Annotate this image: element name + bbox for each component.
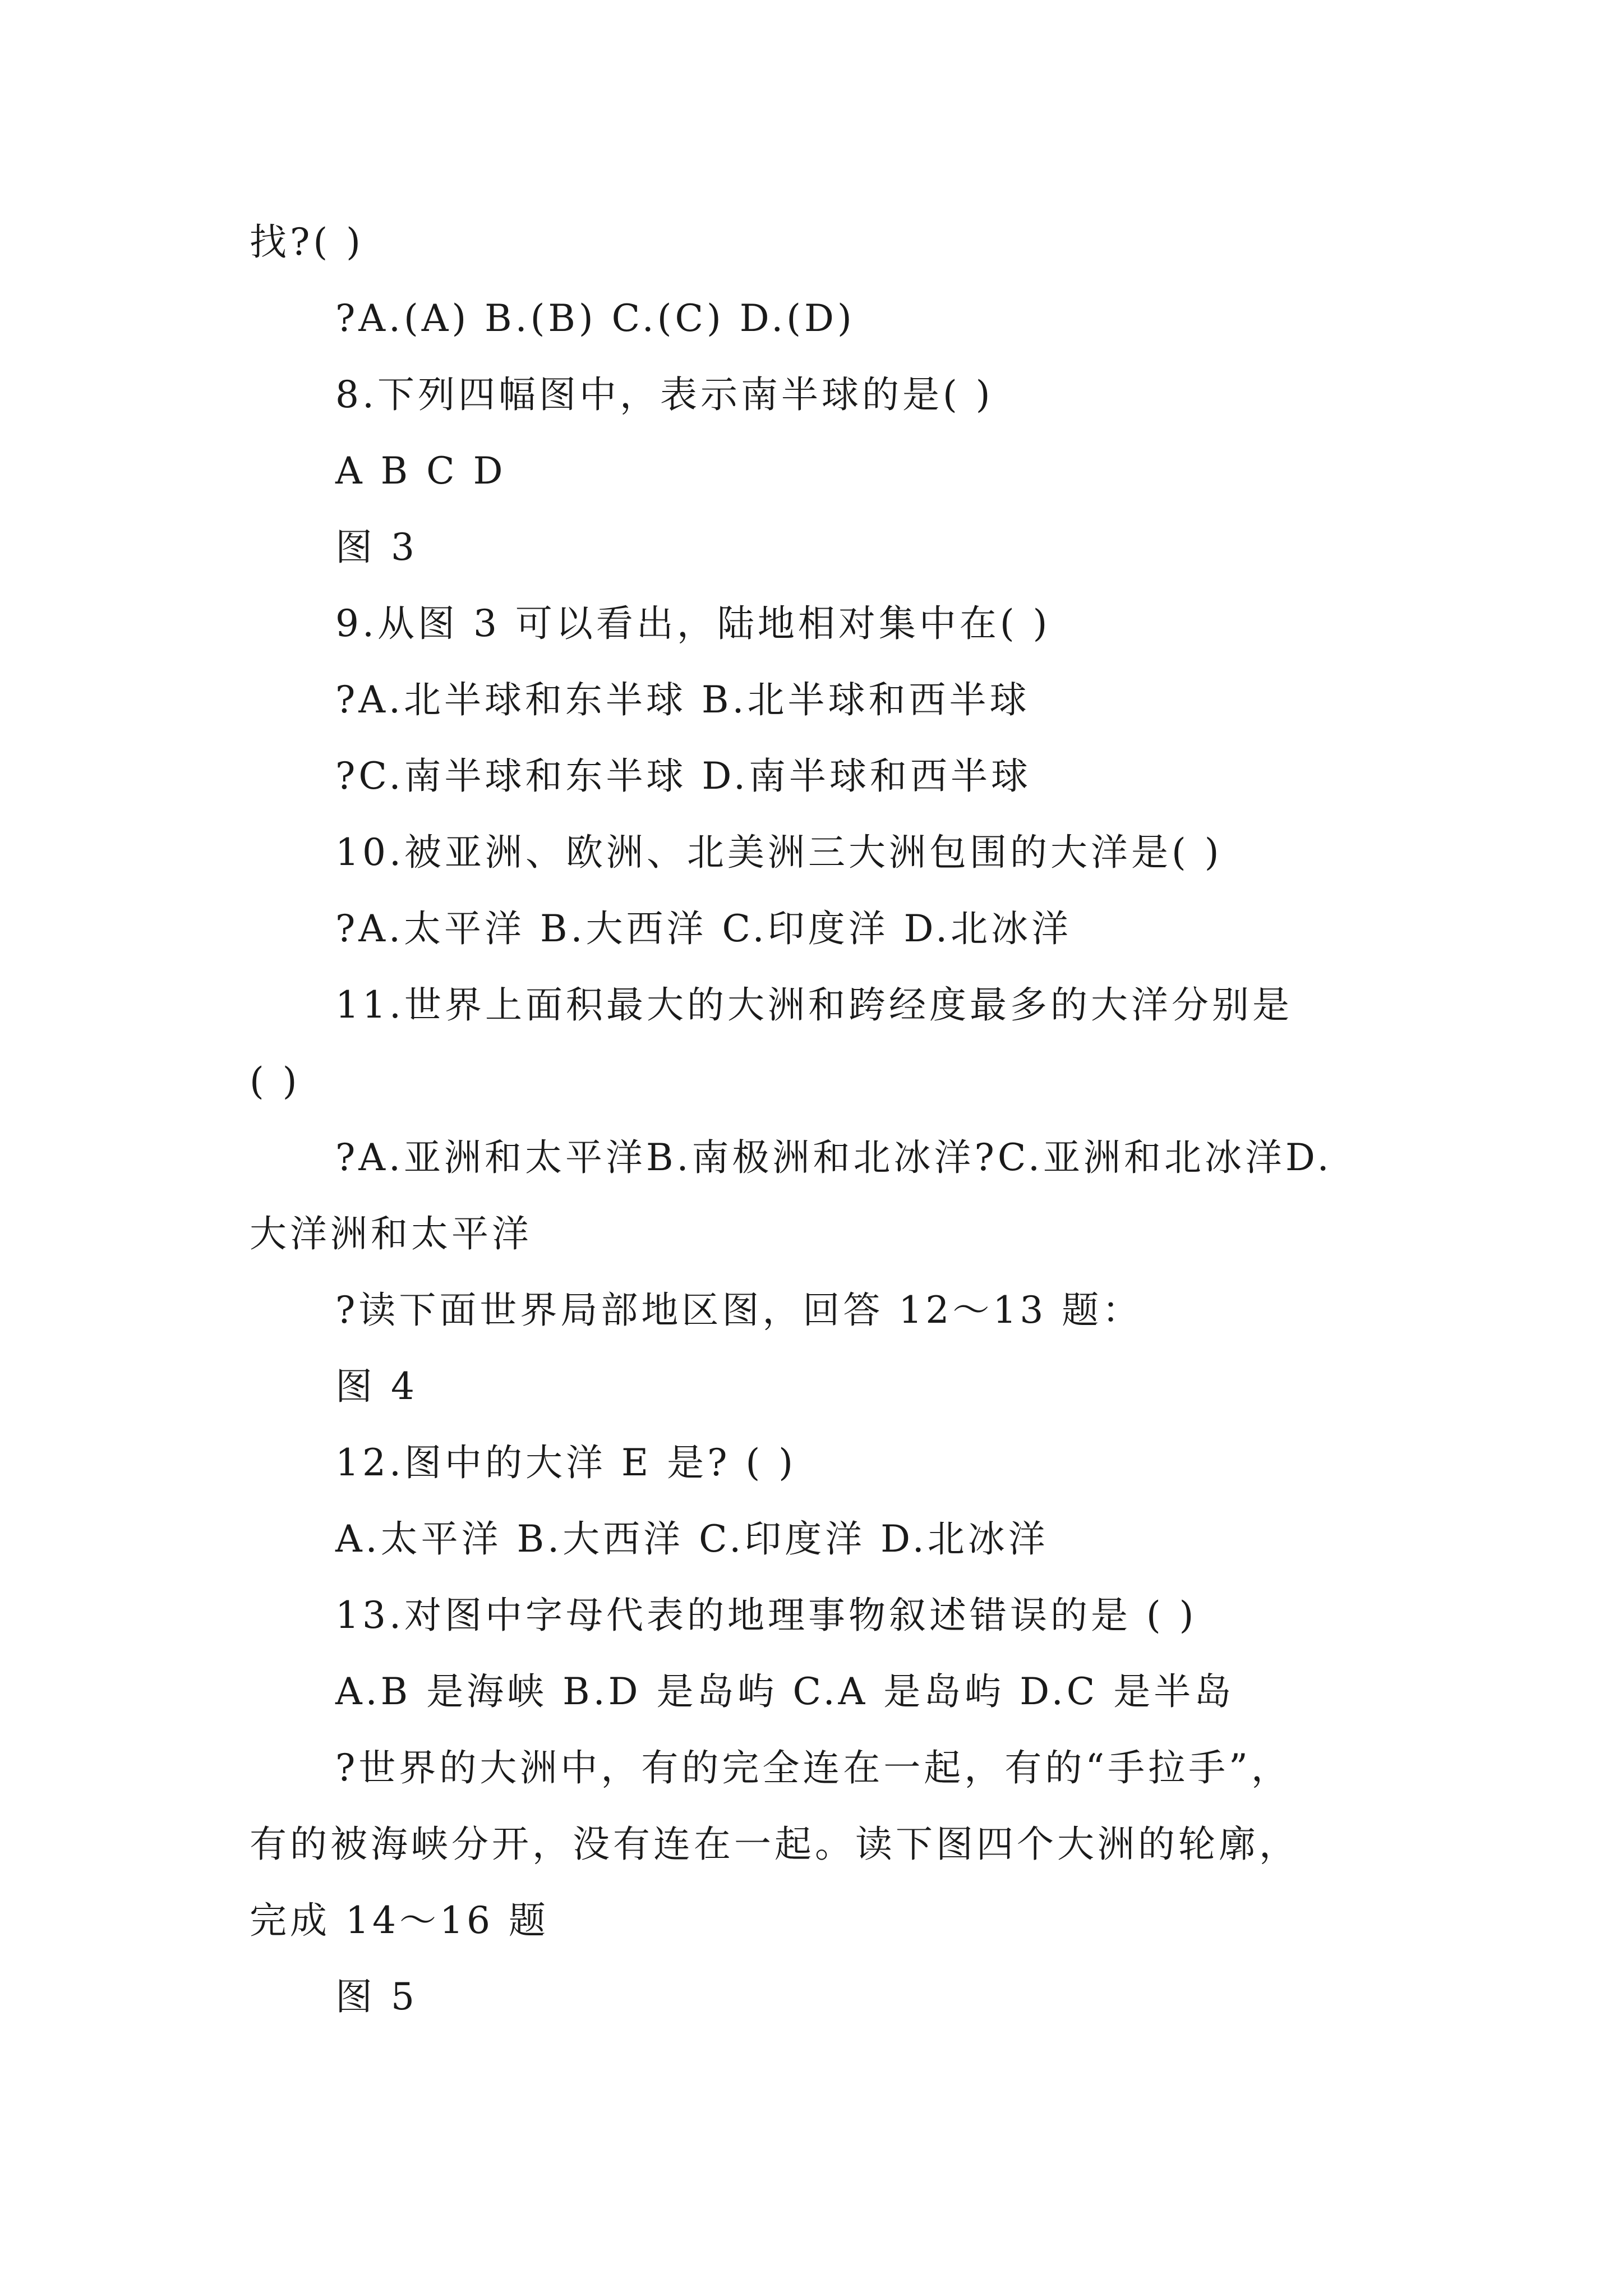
text-line: A.B 是海峡 B.D 是岛屿 C.A 是岛屿 D.C 是半岛	[335, 1670, 1235, 1713]
question-12: 12.图中的大洋 E 是? ( )	[335, 1441, 796, 1484]
text-line: ?A.亚洲和太平洋B.南极洲和北冰洋?C.亚洲和北冰洋D.	[335, 1136, 1332, 1179]
text-line: 完成 14～16 题	[250, 1899, 549, 1942]
figure-caption: 图 3	[335, 526, 418, 569]
question-11: 11.世界上面积最大的大洲和跨经度最多的大洋分别是	[335, 983, 1293, 1027]
question-9: 9.从图 3 可以看出，陆地相对集中在( )	[335, 602, 1051, 645]
text-line: ?A.太平洋 B.大西洋 C.印度洋 D.北冰洋	[335, 907, 1072, 950]
question-10: 10.被亚洲、欧洲、北美洲三大洲包围的大洋是( )	[335, 831, 1223, 874]
text-line: 大洋洲和太平洋	[250, 1212, 532, 1255]
text-line: A B C D	[335, 449, 506, 493]
figure-caption: 图 4	[335, 1365, 418, 1408]
question-8: 8.下列四幅图中，表示南半球的是( )	[335, 373, 994, 416]
text-line: ?世界的大洲中，有的完全连在一起，有的“手拉手”，	[335, 1746, 1292, 1789]
text-line: ?A.(A) B.(B) C.(C) D.(D)	[335, 297, 855, 340]
text-line: ?C.南半球和东半球 D.南半球和西半球	[335, 754, 1032, 798]
text-line: ?A.北半球和东半球 B.北半球和西半球	[335, 678, 1030, 721]
text-line: 找?( )	[250, 220, 364, 264]
figure-caption: 图 5	[335, 1975, 418, 2018]
text-line: A.太平洋 B.大西洋 C.印度洋 D.北冰洋	[335, 1517, 1049, 1561]
question-13: 13.对图中字母代表的地理事物叙述错误的是 ( )	[335, 1594, 1197, 1637]
text-line: ( )	[250, 1060, 301, 1103]
text-line: ?读下面世界局部地区图，回答 12～13 题：	[335, 1289, 1143, 1332]
text-line: 有的被海峡分开，没有连在一起。读下图四个大洲的轮廓，	[250, 1823, 1299, 1866]
